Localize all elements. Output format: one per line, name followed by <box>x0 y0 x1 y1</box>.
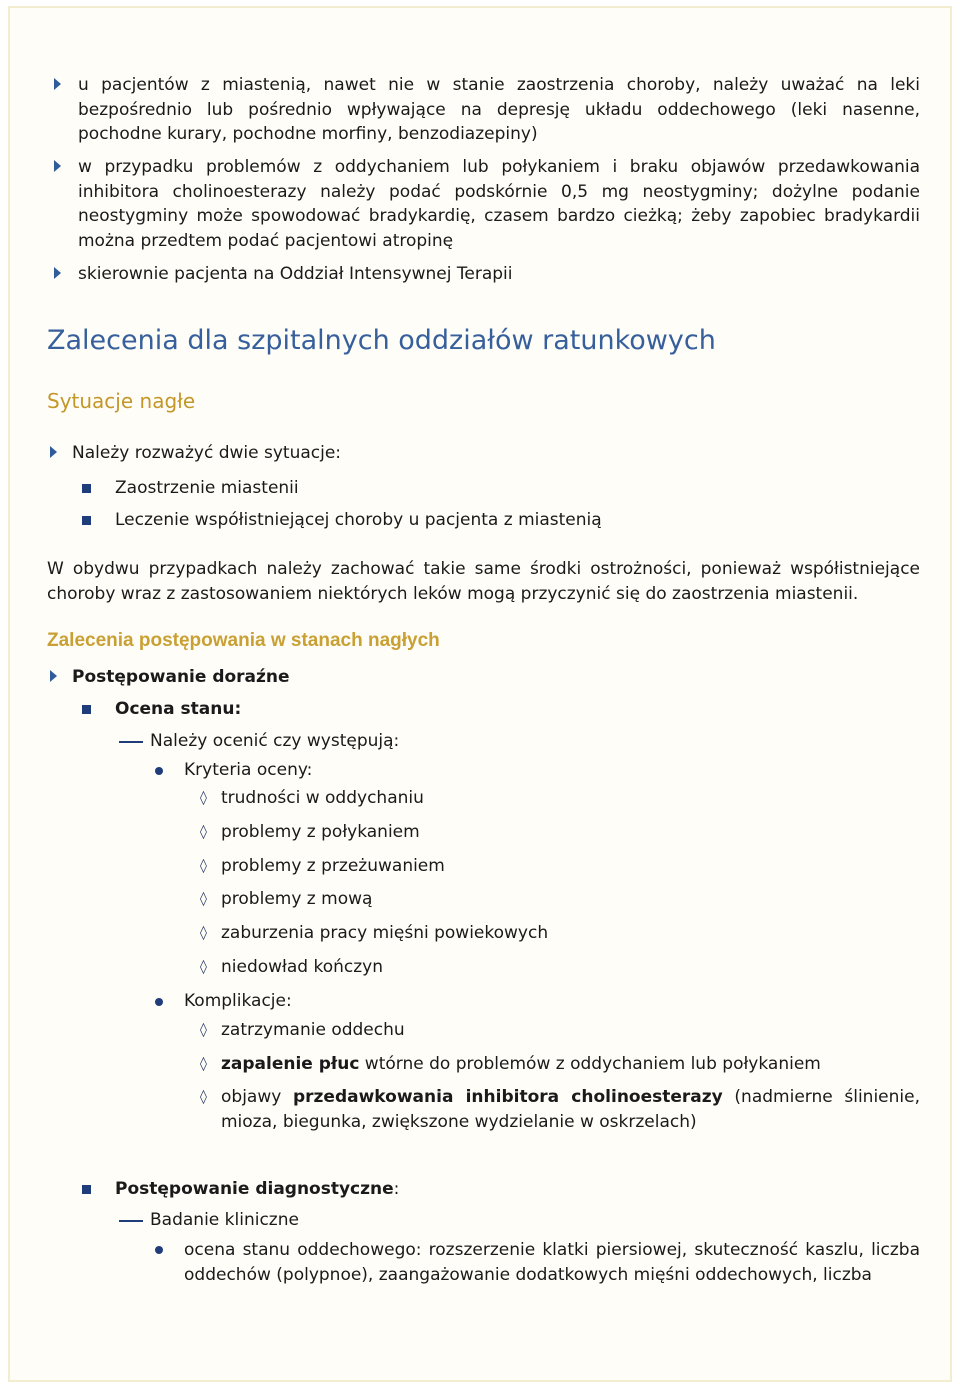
square-bullet-icon <box>82 484 91 493</box>
dot-bullet-icon <box>155 1246 163 1254</box>
criteria-item: problemy z mową <box>221 889 373 909</box>
immediate-label: Postępowanie doraźne <box>72 667 290 687</box>
criteria-item: niedowład kończyn <box>221 957 384 977</box>
square-bullet-icon <box>82 1185 91 1194</box>
diamond-bullet-icon: ◊ <box>200 824 207 840</box>
consider-label: Należy rozważyć dwie sytuacje: <box>72 443 342 463</box>
square-bullet-icon <box>82 516 91 525</box>
criteria-item: problemy z przeżuwaniem <box>221 856 445 876</box>
criteria-item: zaburzenia pracy mięśni powiekowych <box>221 923 549 943</box>
triangle-bullet-icon <box>50 670 57 682</box>
paragraph-precautions: W obydwu przypadkach należy zachować takie same środki ostrożności, ponieważ współistniejące choroby wraz z zastosowaniem niektórych leków mogą przyczynić się do zaostrzenia miastenii. <box>47 559 920 604</box>
dot-bullet-icon <box>155 998 163 1006</box>
complication-item: zapalenie płuc wtórne do problemów z oddychaniem lub połykaniem <box>221 1054 821 1074</box>
diagnostic-item: ocena stanu oddechowego: rozszerzenie klatki piersiowej, skuteczność kaszlu, liczba oddechów (polypnoe), zaangażowanie dodatkowych mięśni oddechowych, liczba <box>184 1240 920 1285</box>
criteria-label: Kryteria oceny: <box>184 760 313 780</box>
assessment-label: Ocena stanu: <box>115 699 242 719</box>
diamond-bullet-icon: ◊ <box>200 925 207 941</box>
consider-item-2: Leczenie współistniejącej choroby u pacjenta z miastenią <box>115 510 602 530</box>
subsection-title: Sytuacje nagłe <box>47 389 196 413</box>
diamond-bullet-icon: ◊ <box>200 1056 207 1072</box>
check-label: Należy ocenić czy występują: <box>150 731 400 751</box>
dash-bullet-icon <box>119 741 143 743</box>
exam-label: Badanie kliniczne <box>150 1210 299 1230</box>
triangle-bullet-icon <box>50 446 57 458</box>
diamond-bullet-icon: ◊ <box>200 1089 207 1105</box>
triangle-bullet-icon <box>54 78 61 90</box>
diamond-bullet-icon: ◊ <box>200 891 207 907</box>
diamond-bullet-icon: ◊ <box>200 959 207 975</box>
diamond-bullet-icon: ◊ <box>200 858 207 874</box>
intro-bullet-2: w przypadku problemów z oddychaniem lub połykaniem i braku objawów przedawkowania inhibitora cholinoesterazy należy podać podskórnie 0,5 mg neostygminy; dożylne podanie neostygminy może spowodować bradykardię, czasem bardzo cieżką; żeby zapobiec bradykardii można przedtem podać pacjentowi atropinę <box>78 157 920 251</box>
complications-label: Komplikacje: <box>184 991 292 1011</box>
consider-item-1: Zaostrzenie miastenii <box>115 478 299 498</box>
emergency-title: Zalecenia postępowania w stanach nagłych <box>47 630 440 651</box>
triangle-bullet-icon <box>54 160 61 172</box>
criteria-item: trudności w oddychaniu <box>221 788 424 808</box>
dash-bullet-icon <box>119 1220 143 1222</box>
complication-item: zatrzymanie oddechu <box>221 1020 405 1040</box>
criteria-item: problemy z połykaniem <box>221 822 420 842</box>
intro-bullet-1: u pacjentów z miastenią, nawet nie w stanie zaostrzenia choroby, należy uważać na leki bezpośrednio lub pośrednio wpływające na depresję układu oddechowego (leki nasenne, pochodne kurary, pochodne morfiny, benzodiazepiny) <box>78 75 920 144</box>
triangle-bullet-icon <box>54 267 61 279</box>
square-bullet-icon <box>82 705 91 714</box>
diamond-bullet-icon: ◊ <box>200 790 207 806</box>
diagnostic-label: Postępowanie diagnostyczne: <box>115 1179 400 1199</box>
intro-bullet-3: skierownie pacjenta na Oddział Intensywnej Terapii <box>78 264 513 284</box>
complication-item: objawy przedawkowania inhibitora cholinoesterazy (nadmierne ślinienie, mioza, biegunka, zwiększone wydzielanie w oskrzelach) <box>221 1087 921 1132</box>
section-title: Zalecenia dla szpitalnych oddziałów ratunkowych <box>47 325 716 356</box>
dot-bullet-icon <box>155 767 163 775</box>
diamond-bullet-icon: ◊ <box>200 1022 207 1038</box>
